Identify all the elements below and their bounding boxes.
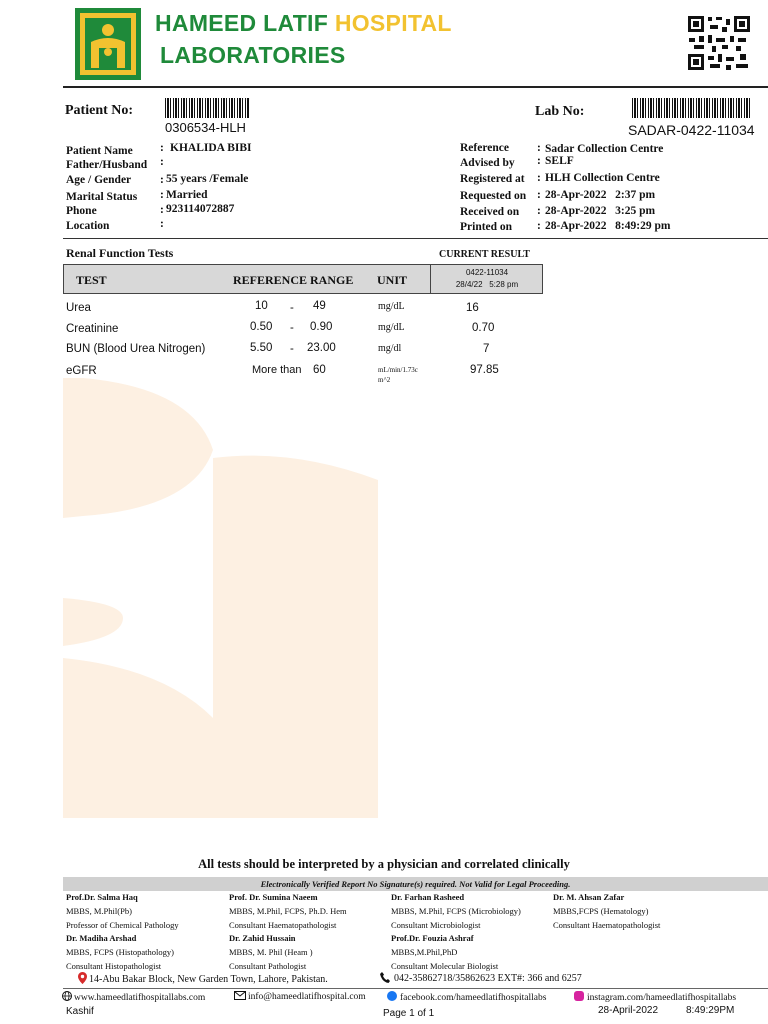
label-requested-on: Requested on: [460, 190, 527, 202]
label-patient-name: Patient Name: [66, 145, 133, 157]
lab-ref: 0422-11034: [465, 268, 509, 277]
range-sep: -: [290, 322, 294, 334]
doctor-card: Dr. Farhan Rasheed MBBS, M.Phil, FCPS (Microbiology) Consultant Microbiologist: [391, 892, 521, 930]
unit: mL/min/1.73c m^2: [378, 366, 418, 384]
range-low: 10: [255, 300, 268, 312]
qr-code-icon: [686, 14, 752, 72]
label-father-husband: Father/Husband: [66, 159, 148, 171]
unit: mg/dL: [378, 322, 405, 333]
verified-banner: Electronically Verified Report No Signature(s) required. Not Valid for Legal Proceeding.: [63, 877, 768, 891]
lab-result-column-header: [430, 264, 543, 294]
value-marital-status: Married: [166, 189, 208, 201]
value-received-on: 28-Apr-2022 3:25 pm: [545, 205, 656, 217]
value-registered-at: HLH Collection Centre: [545, 172, 660, 184]
laboratories-title: LABORATORIES: [160, 42, 346, 68]
patient-no-label: Patient No:: [65, 103, 134, 118]
mail-icon: [234, 991, 246, 1000]
facebook-icon: [387, 991, 397, 1001]
lab-datetime: 28/4/22 5:28 pm: [455, 280, 519, 289]
instagram-icon: [574, 991, 584, 1001]
patient-barcode: [165, 98, 249, 118]
range-sep: -: [290, 302, 294, 314]
range-low: More than: [252, 364, 302, 376]
col-unit: UNIT: [377, 273, 408, 287]
range-high: 49: [313, 300, 326, 312]
footer-divider: [63, 988, 768, 989]
printed-by-user: Kashif: [66, 1006, 94, 1017]
website-link[interactable]: www.hameedlatifhospitallabs.com: [62, 991, 205, 1003]
location-pin-icon: [78, 972, 87, 984]
email-link[interactable]: info@hameedlatifhospital.com: [234, 991, 366, 1002]
test-name-bun: BUN (Blood Urea Nitrogen): [66, 343, 206, 355]
result-value: 16: [466, 302, 479, 314]
test-name-urea: Urea: [66, 302, 91, 314]
page-number: Page 1 of 1: [383, 1008, 435, 1019]
header-divider: [63, 86, 768, 88]
lab-barcode: [632, 98, 750, 118]
label-advised-by: Advised by: [460, 157, 515, 169]
test-name-egfr: eGFR: [66, 365, 97, 377]
unit: mg/dL: [378, 301, 405, 312]
address: 14-Abu Bakar Block, New Garden Town, Lahore, Pakistan.: [78, 972, 328, 985]
doctor-card: Prof.Dr. Fouzia Ashraf MBBS,M.Phil,PhD Consultant Molecular Biologist: [391, 933, 499, 971]
value-requested-on: 28-Apr-2022 2:37 pm: [545, 189, 656, 201]
value-reference: Sadar Collection Centre: [545, 143, 664, 155]
print-date: 28-April-2022: [598, 1005, 659, 1016]
label-registered-at: Registered at: [460, 173, 525, 185]
value-printed-on: 28-Apr-2022 8:49:29 pm: [545, 220, 671, 232]
label-age-gender: Age / Gender: [66, 174, 132, 186]
phone-icon: [380, 972, 390, 983]
disclaimer: All tests should be interpreted by a physician and correlated clinically: [198, 857, 570, 871]
result-value: 7: [483, 343, 490, 355]
label-location: Location: [66, 220, 110, 232]
phone-line: 042-35862718/35862623 EXT#: 366 and 6257: [380, 972, 582, 984]
facebook-link[interactable]: facebook.com/hameedlatifhospitallabs: [387, 991, 546, 1003]
doctor-card: Dr. M. Ahsan Zafar MBBS,FCPS (Hematology) Consultant Haematopathologist: [553, 892, 661, 930]
range-high: 60: [313, 364, 326, 376]
range-sep: -: [290, 343, 294, 355]
hospital-name: HAMEED LATIF HOSPITAL: [155, 10, 452, 36]
instagram-link[interactable]: instagram.com/hameedlatifhospitallabs: [574, 991, 736, 1003]
range-high: 23.00: [307, 342, 336, 354]
label-phone: Phone: [66, 205, 97, 217]
print-time: 8:49:29PM: [686, 1005, 735, 1016]
range-low: 5.50: [250, 342, 273, 354]
logo-watermark: [63, 378, 383, 818]
lab-no-label: Lab No:: [535, 104, 585, 119]
lab-no-value: SADAR-0422-11034: [628, 122, 755, 138]
value-advised-by: SELF: [545, 155, 574, 167]
doctor-card: Dr. Zahid Hussain MBBS, M. Phil (Heam ) Consultant Pathologist: [229, 933, 313, 971]
col-test: TEST: [76, 273, 107, 287]
patient-no-value: 0306534-HLH: [165, 120, 246, 135]
unit: mg/dl: [378, 343, 402, 354]
test-name-creatinine: Creatinine: [66, 323, 119, 335]
result-value: 0.70: [472, 322, 495, 334]
result-value: 97.85: [470, 364, 499, 376]
label-printed-on: Printed on: [460, 221, 513, 233]
patient-divider: [63, 238, 768, 239]
doctor-card: Prof. Dr. Sumina Naeem MBBS, M.Phil, FCPS, Ph.D. Hem Consultant Haematopathologist: [229, 892, 347, 930]
value-phone: 923114072887: [166, 203, 235, 215]
value-age-gender: 55 years /Female: [166, 173, 249, 185]
col-reference-range: REFERENCE RANGE: [233, 273, 354, 287]
doctor-card: Dr. Madiha Arshad MBBS, FCPS (Histopathology) Consultant Histopathologist: [66, 933, 174, 971]
section-title: Renal Function Tests: [66, 246, 174, 260]
hospital-logo: [75, 8, 141, 80]
range-high: 0.90: [310, 321, 333, 333]
label-marital-status: Marital Status: [66, 191, 138, 203]
label-reference: Reference: [460, 142, 509, 154]
current-result-label: CURRENT RESULT: [439, 249, 530, 260]
globe-icon: [62, 991, 72, 1001]
doctor-card: Prof.Dr. Salma Haq MBBS, M.Phil(Pb) Professor of Chemical Pathology: [66, 892, 179, 930]
range-low: 0.50: [250, 321, 273, 333]
label-received-on: Received on: [460, 206, 520, 218]
value-patient-name: KHALIDA BIBI: [170, 142, 252, 154]
